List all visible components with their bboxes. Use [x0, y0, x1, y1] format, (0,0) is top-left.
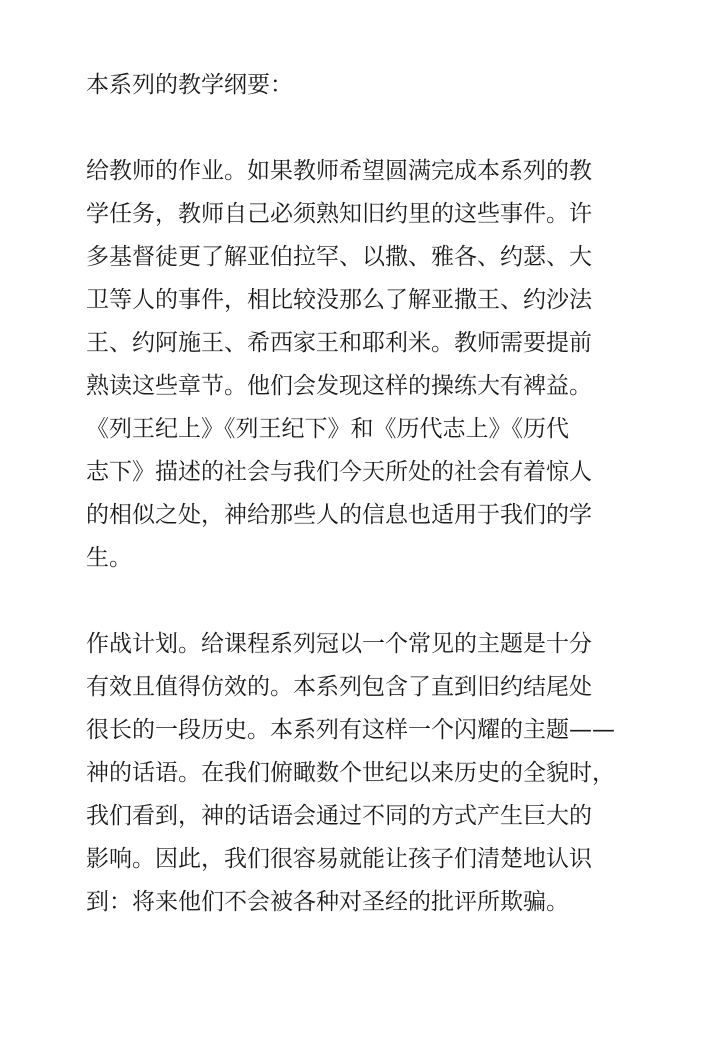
paragraph-line: 我们看到，神的话语会通过不同的方式产生巨大的	[86, 803, 592, 829]
paragraph-line: 学任务，教师自己必须熟知旧约里的这些事件。许	[86, 201, 592, 227]
paragraph-line: 志下》描述的社会与我们今天所处的社会有着惊人	[86, 459, 592, 485]
paragraph-line: 给教师的作业。如果教师希望圆满完成本系列的教	[86, 158, 592, 184]
paragraph-line: 多基督徒更了解亚伯拉罕、以撒、雅各、约瑟、大	[86, 244, 592, 270]
document-page	[86, 64, 646, 924]
paragraph-teacher-assignment	[86, 150, 646, 580]
paragraph-line: 《列王纪上》《列王纪下》和《历代志上》《历代	[86, 416, 569, 442]
paragraph-line: 熟读这些章节。他们会发现这样的操练大有裨益。	[86, 373, 592, 399]
paragraph-line: 卫等人的事件，相比较没那么了解亚撒王、约沙法	[86, 287, 592, 313]
paragraph-line: 生。	[86, 545, 132, 571]
paragraph-line: 到：将来他们不会被各种对圣经的批评所欺骗。	[86, 889, 569, 915]
paragraph-line: 很长的一段历史。本系列有这样一个闪耀的主题——	[86, 717, 615, 743]
paragraph-line: 神的话语。在我们俯瞰数个世纪以来历史的全貌时，	[86, 760, 615, 786]
paragraph-line: 影响。因此，我们很容易就能让孩子们清楚地认识	[86, 846, 592, 872]
paragraph-line: 作战计划。给课程系列冠以一个常见的主题是十分	[86, 631, 592, 657]
paragraph-battle-plan	[86, 623, 646, 924]
paragraph-line: 有效且值得仿效的。本系列包含了直到旧约结尾处	[86, 674, 592, 700]
document-heading: 本系列的教学纲要：	[86, 72, 293, 98]
paragraph-line: 王、约阿施王、希西家王和耶利米。教师需要提前	[86, 330, 592, 356]
paragraph-line: 的相似之处，神给那些人的信息也适用于我们的学	[86, 502, 592, 528]
